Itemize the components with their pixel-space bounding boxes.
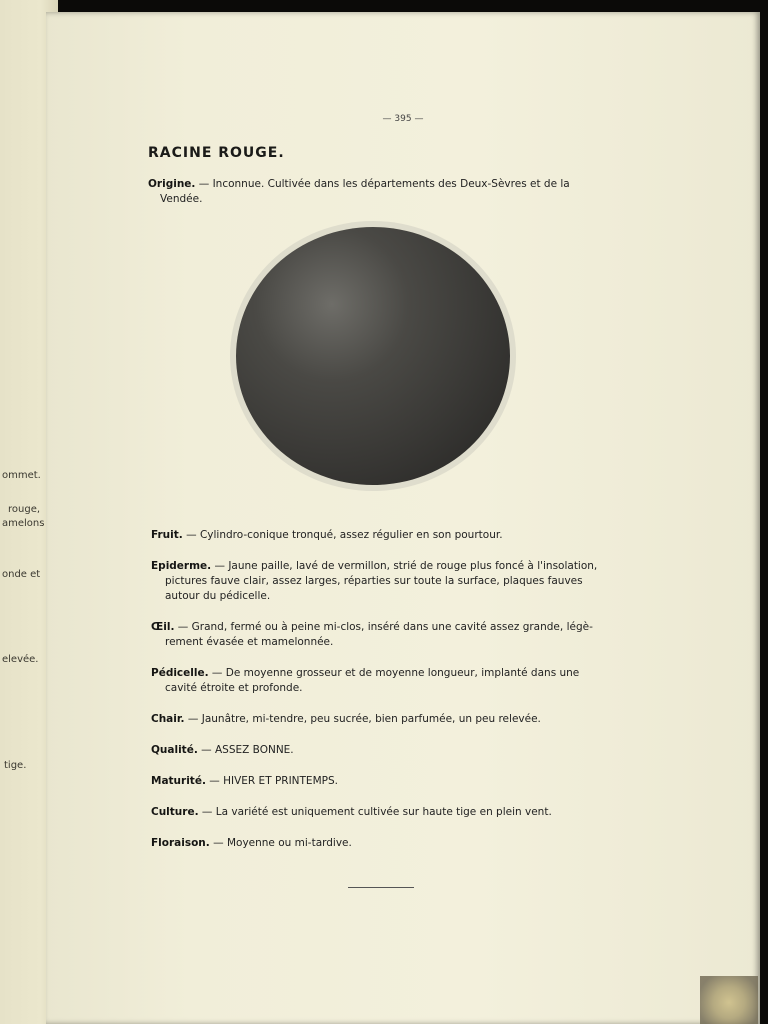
left-page-text: ommet. (2, 470, 41, 481)
left-page-text: onde et (2, 569, 41, 580)
book-page (46, 12, 760, 1024)
left-page-text: rouge, (8, 504, 41, 515)
entry-text: — Jaune paille, lavé de vermillon, strié de rouge plus foncé à l'insolation, (211, 560, 598, 572)
origin-text: — Inconnue. Cultivée dans les départements des Deux-Sèvres et de la (195, 178, 570, 190)
entry-oeil (151, 620, 609, 650)
entry-text-cont: pictures fauve clair, assez larges, réparties sur toute la surface, plaques fauves (165, 575, 583, 587)
entry-text: — De moyenne grosseur et de moyenne longueur, implanté dans une (208, 667, 580, 679)
watermark-logo (700, 976, 758, 1024)
description-list (151, 528, 609, 867)
entry-chair (151, 712, 609, 727)
entry-label: Culture. (151, 806, 199, 818)
entry-text: — Jaunâtre, mi-tendre, peu sucrée, bien parfumée, un peu relevée. (184, 713, 541, 725)
left-page-text: tige. (4, 760, 27, 771)
entry-maturite (151, 774, 609, 789)
origin-paragraph (148, 177, 600, 207)
entry-label: Qualité. (151, 744, 198, 756)
left-page-text: elevée. (2, 654, 39, 665)
entry-text-cont: autour du pédicelle. (165, 590, 271, 602)
entry-text: — Moyenne ou mi-tardive. (209, 837, 352, 849)
entry-label: Œil. (151, 621, 175, 633)
entry-text-cont: cavité étroite et profonde. (165, 682, 303, 694)
apple-photo (236, 227, 510, 485)
entry-label: Maturité. (151, 775, 206, 787)
entry-pedicelle (151, 666, 609, 696)
entry-culture (151, 805, 609, 820)
separator-rule (348, 887, 414, 888)
entry-label: Epiderme. (151, 560, 212, 572)
entry-label: Fruit. (151, 529, 183, 541)
origin-text-cont: Vendée. (160, 193, 203, 205)
entry-label: Pédicelle. (151, 667, 209, 679)
entry-qualite (151, 743, 609, 758)
entry-text: — La variété est uniquement cultivée sur haute tige en plein vent. (198, 806, 552, 818)
entry-epiderme (151, 559, 609, 604)
entry-floraison (151, 836, 609, 851)
page-title: RACINE ROUGE. (148, 145, 285, 161)
entry-text: — Cylindro-conique tronqué, assez régulier en son pourtour. (182, 529, 503, 541)
entry-label: Chair. (151, 713, 185, 725)
left-page-text: amelons (2, 518, 45, 529)
origin-label: Origine. (148, 178, 196, 190)
entry-text: — HIVER ET PRINTEMPS. (205, 775, 338, 787)
page-number: — 395 — (382, 114, 424, 124)
entry-fruit (151, 528, 609, 543)
entry-label: Floraison. (151, 837, 210, 849)
entry-text-cont: rement évasée et mamelonnée. (165, 636, 334, 648)
entry-text: — Grand, fermé ou à peine mi-clos, inséré dans une cavité assez grande, légè- (174, 621, 593, 633)
entry-text: — ASSEZ BONNE. (197, 744, 294, 756)
